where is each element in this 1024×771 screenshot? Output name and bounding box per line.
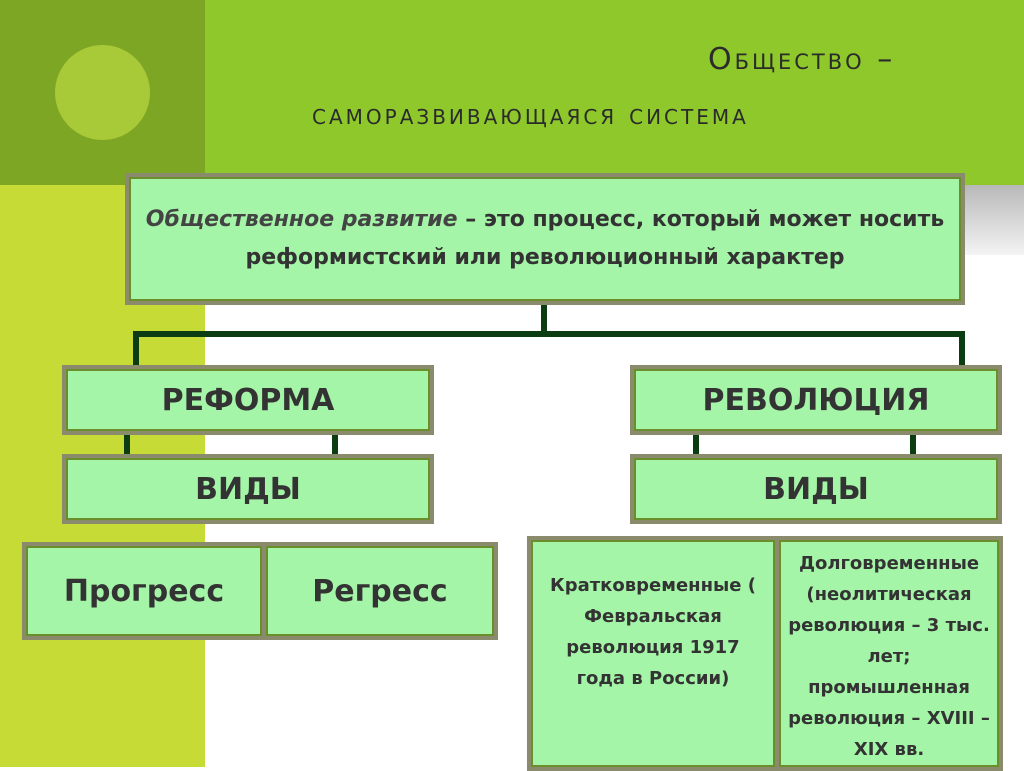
regress-label: Регресс [312, 573, 448, 609]
regress-box [262, 542, 498, 640]
progress-box [22, 542, 266, 640]
definition-text [145, 201, 945, 277]
reform-types-box [62, 454, 434, 524]
revolution-types-label: ВИДЫ [763, 471, 869, 507]
slide-title-line-1: Общество – [708, 42, 896, 77]
definition-body: – это процесс, который может носить реформистский или революционный характер [245, 207, 945, 270]
decorative-circle [55, 45, 150, 140]
progress-label: Прогресс [63, 573, 225, 609]
short-term-revolution-box [527, 536, 779, 771]
connector-horizontal [133, 331, 965, 337]
revolution-label: РЕВОЛЮЦИЯ [702, 382, 930, 418]
background-header-block [205, 0, 1024, 185]
long-term-revolution-box [775, 536, 1003, 771]
background-gray-strip [965, 185, 1024, 255]
connector-left-drop [133, 331, 139, 367]
reform-box [62, 365, 434, 435]
slide-title-line-2: саморазвивающаяся система [312, 98, 749, 131]
connector-right-drop [959, 331, 965, 367]
revolution-box [630, 365, 1002, 435]
reform-label: РЕФОРМА [161, 382, 335, 418]
revolution-types-box [630, 454, 1002, 524]
definition-term: Общественное развитие [145, 207, 458, 232]
long-term-revolution-text: Долговременные (неолитическая революция – 3 тыс. лет; промышленная революция – XVIII – XIX вв. [788, 553, 990, 760]
short-term-revolution-text: Кратковременные ( Февральская революция 1917 года в России) [549, 575, 756, 689]
reform-types-label: ВИДЫ [195, 471, 301, 507]
definition-box [125, 173, 965, 305]
